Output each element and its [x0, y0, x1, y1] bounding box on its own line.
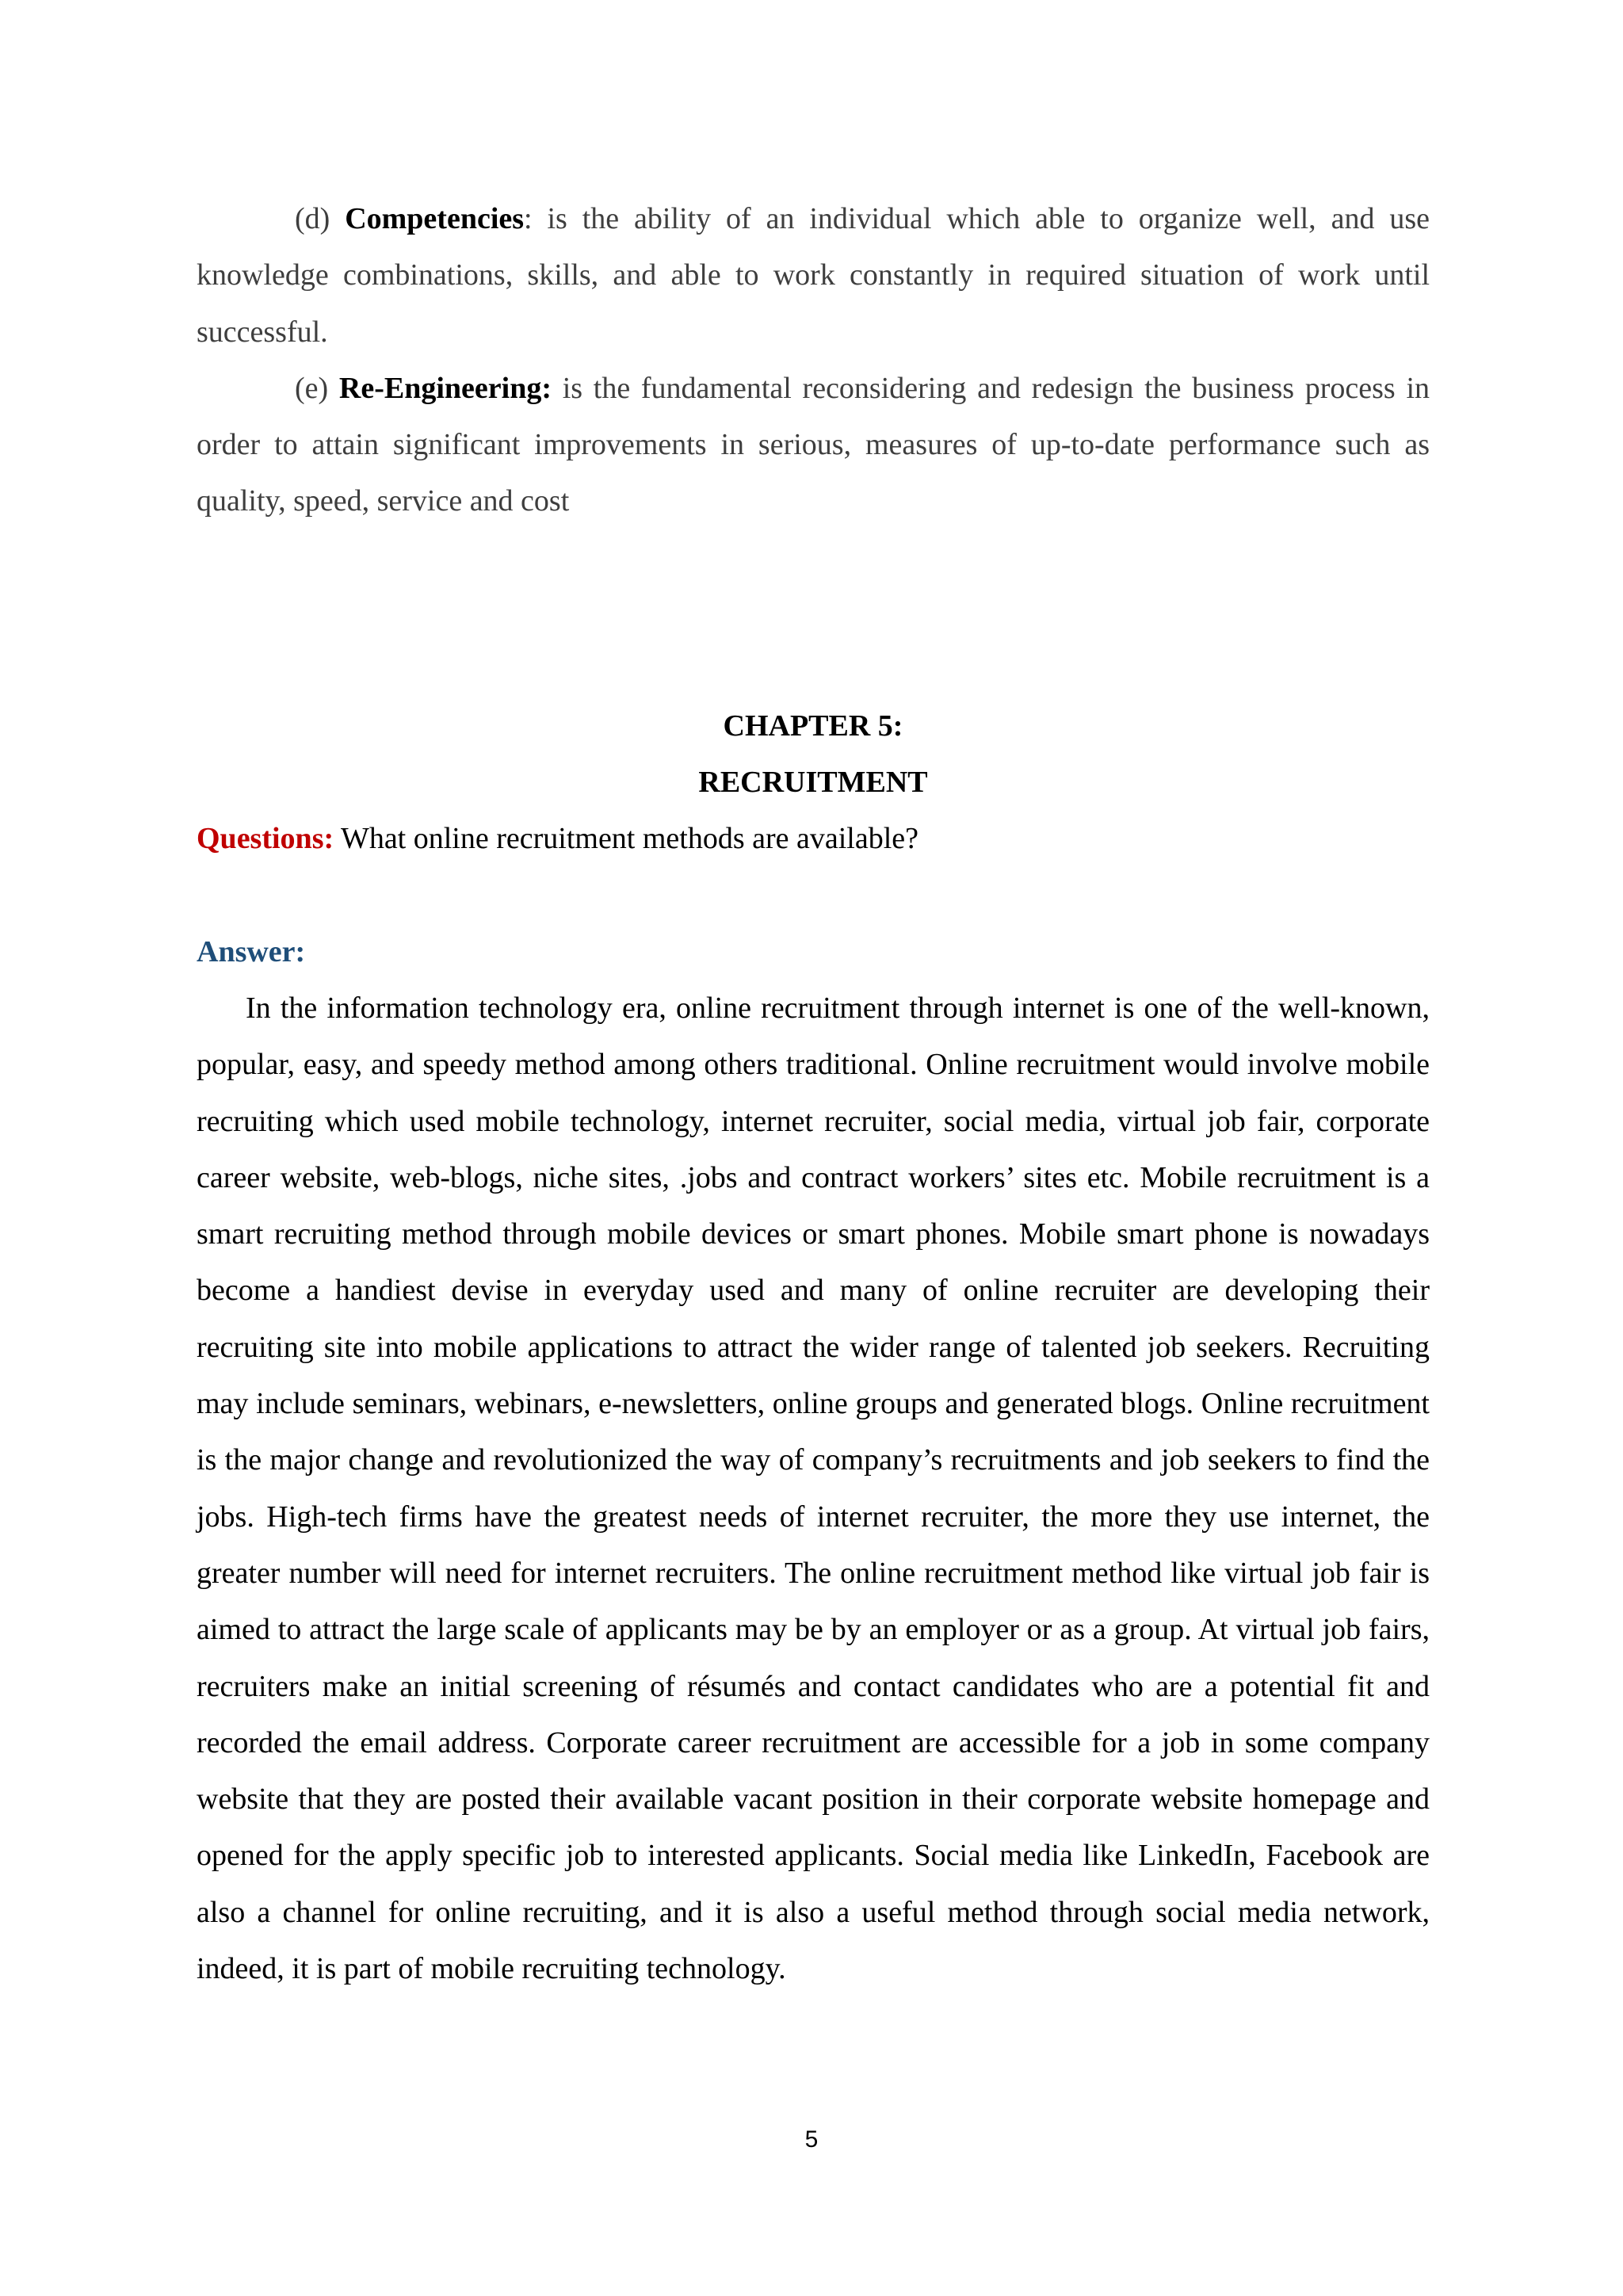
definition-term: Re-Engineering:: [338, 371, 552, 405]
definition-prefix: (d): [295, 202, 346, 235]
definition-term: Competencies: [345, 202, 525, 235]
definition-prefix: (e): [295, 371, 339, 405]
answer-paragraph: In the information technology era, online recruitment through internet is one of the well-known, popular, easy, and speedy method among others traditional. Online recruitment would involve mobile recruiting which used mobile technology, internet recruiter, social media, virtual job fair, corporate career website, web-blogs, niche sites, .jobs and contract workers’ sites etc. Mobile recruitment is a smart recruiting method through mobile devices or smart phones. Mobile smart phone is nowadays become a handiest devise in everyday used and many of online recruiter are developing their recruiting site into mobile applications to attract the wider range of talented job seekers. Recruiting may include seminars, webinars, e-newsletters, online groups and generated blogs. Online recruitment is the major change and revolutionized the way of company’s recruitments and job seekers to find the jobs. High-tech firms have the greatest needs of internet recruiter, the more they use internet, the greater number will need for internet recruiters. The online recruitment method like virtual job fair is aimed to attract the large scale of applicants may be by an employer or as a group. At virtual job fairs, recruiters make an initial screening of résumés and contact candidates who are a potential fit and recorded the email address. Corporate career recruitment are accessible for a job in some company website that they are posted their available vacant position in their corporate website homepage and opened for the apply specific job to interested applicants. Social media like LinkedIn, Facebook are also a channel for online recruiting, and it is also a useful method through social media network, indeed, it is part of mobile recruiting technology.: [197, 991, 1430, 1986]
definition-text: is the ability of an individual which able to organize well, and use knowledge combinations, skills, and able to work constantly in required situation of work until successful.: [197, 202, 1430, 349]
chapter-number: CHAPTER 5:: [723, 709, 903, 743]
definitions-section: [197, 191, 1430, 530]
question-label: Questions:: [197, 822, 334, 855]
page-number: 5: [804, 2126, 819, 2153]
definition-text: is the fundamental reconsidering and redesign the business process in order to attain significant improvements in serious, measures of up-to-date performance such as quality, speed, service and cost: [197, 371, 1430, 518]
definition-separator: :: [524, 202, 548, 235]
definition-competencies: [197, 191, 1430, 361]
definition-re-engineering: [197, 361, 1430, 530]
answer-label-text: Answer:: [197, 935, 306, 968]
definition-separator: [552, 372, 563, 405]
chapter-title: RECRUITMENT: [698, 766, 928, 799]
answer-label: [197, 924, 1430, 980]
question: [197, 811, 1430, 867]
question-text: What online recruitment methods are available?: [334, 822, 919, 855]
